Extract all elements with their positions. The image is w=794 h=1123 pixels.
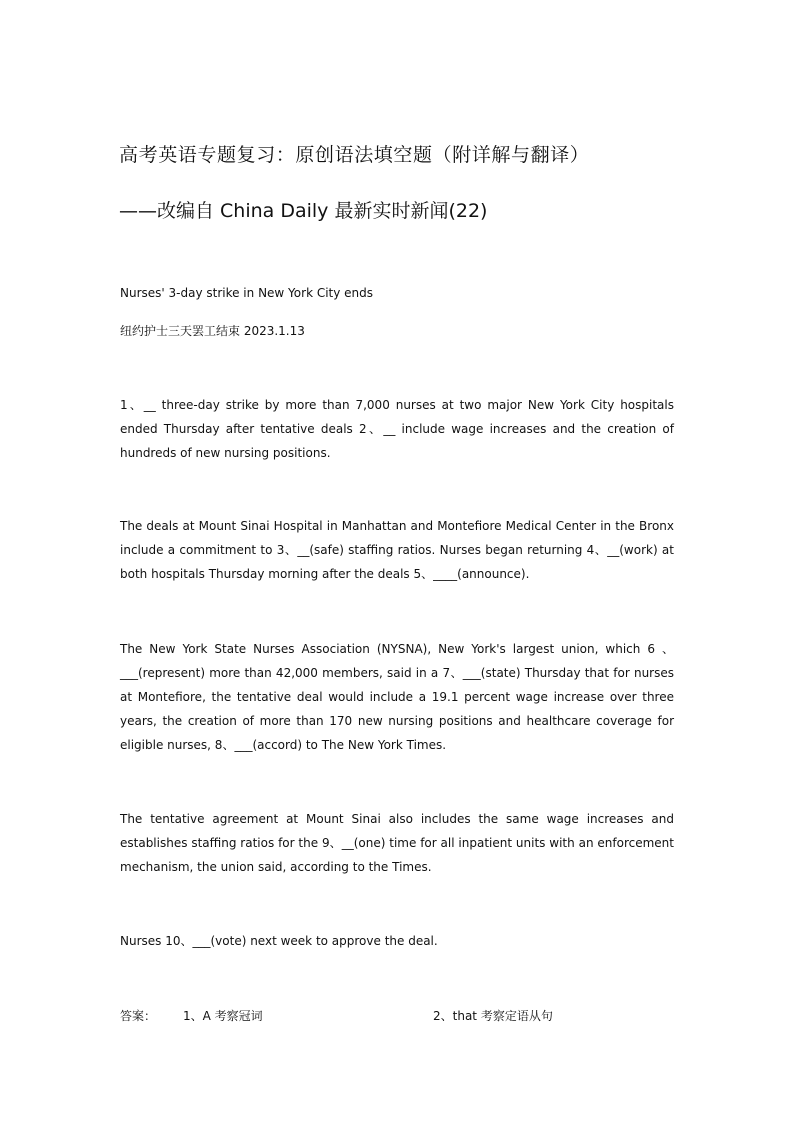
- paragraph-1: 1、__ three-day strike by more than 7,000 nurses at two major New York City hospitals ended Thursday after tentative deals 2、__ include wage increases and the creation of hundreds of new nursing positions.: [120, 398, 674, 460]
- answer-label: 答案：: [120, 1009, 157, 1023]
- answer-1: 1、A 考察冠词: [183, 1009, 263, 1023]
- subtitle-english: Nurses' 3-day strike in New York City ends: [120, 286, 374, 300]
- paragraph-5: Nurses 10、___(vote) next week to approve the deal.: [120, 934, 438, 948]
- subtitle-chinese: 纽约护士三天罢工结束 2023.1.13: [120, 324, 305, 338]
- answer-2: 2、that 考察定语从句: [433, 1009, 553, 1023]
- title-line-1: 高考英语专题复习：原创语法填空题（附详解与翻译）: [119, 144, 590, 166]
- title-line-2: ——改编自 China Daily 最新实时新闻(22): [119, 200, 488, 222]
- paragraph-3: The New York State Nurses Association (NYSNA), New York's largest union, which 6 、___(represent) more than 42,000 members, said in a 7、___(state) Thursday that for nurses at Montefiore, the tentative deal would include a 19.1 percent wage increase over three years, the creation of more than 170 new nursing positions and healthcare coverage for eligible nurses, 8、___(accord) to The New York Times.: [120, 642, 674, 752]
- paragraph-4: The tentative agreement at Mount Sinai also includes the same wage increases and establishes staffing ratios for the 9、__(one) time for all inpatient units with an enforcement mechanism, the union said, according to the Times.: [120, 812, 674, 874]
- paragraph-2: The deals at Mount Sinai Hospital in Manhattan and Montefiore Medical Center in the Bronx include a commitment to 3、__(safe) staffing ratios. Nurses began returning 4、__(work) at both hospitals Thursday morning after the deals 5、____(announce).: [120, 519, 674, 581]
